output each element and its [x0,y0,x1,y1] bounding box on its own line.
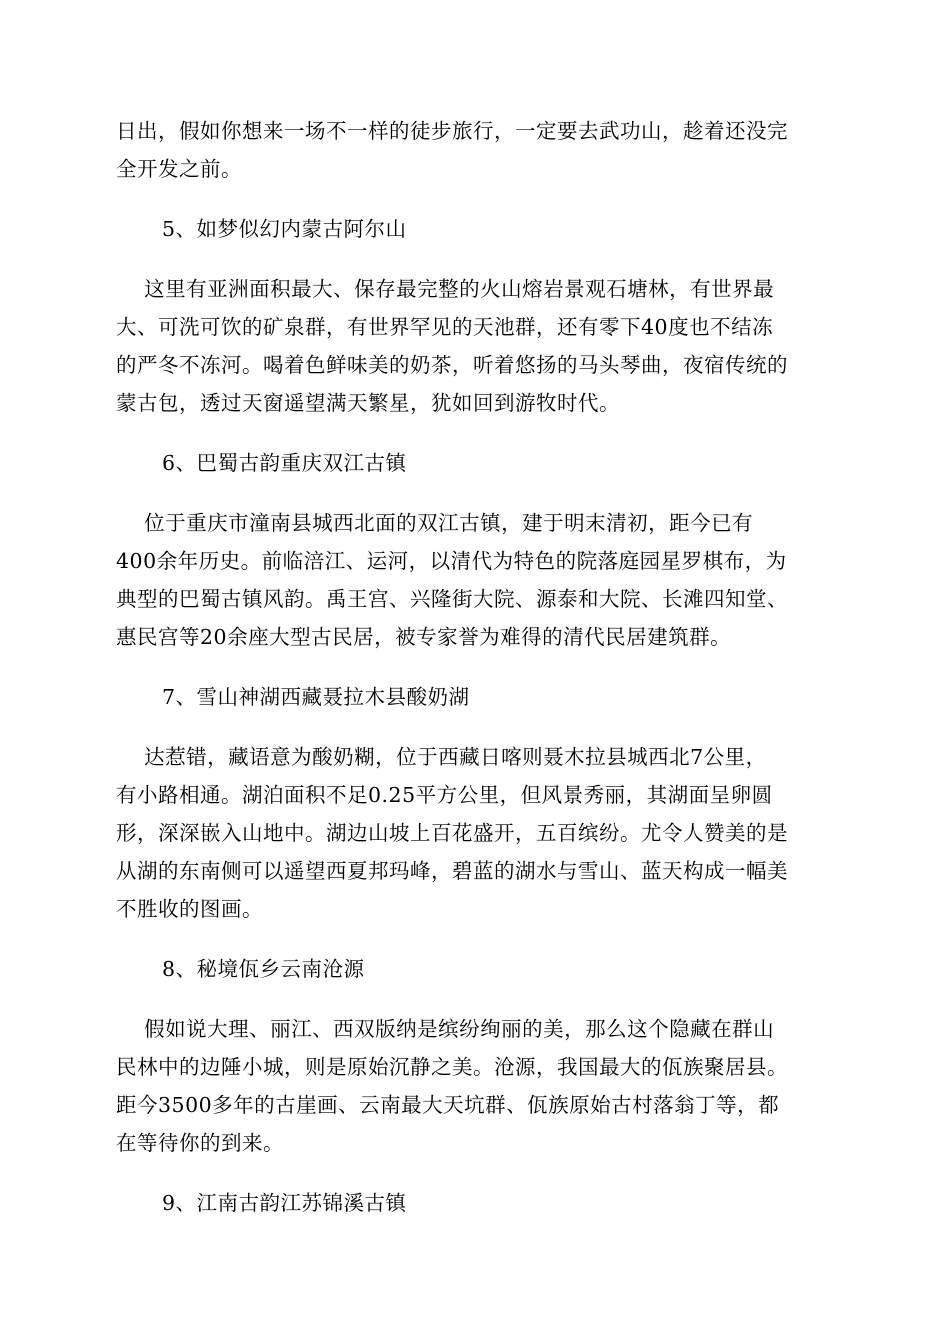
text-line: 假如说大理、丽江、西双版纳是缤纷绚丽的美，那么这个隐藏在群山 [116,1017,775,1041]
text-line: 从湖的东南侧可以遥望西夏邦玛峰，碧蓝的湖水与雪山、蓝天构成一幅美 [116,859,788,883]
text-line: 距今3500多年的古崖画、云南最大天坑群、佤族原始古村落翁丁等，都 [116,1093,780,1117]
text-line: 不胜收的图画。 [116,897,263,921]
text-line: 在等待你的到来。 [116,1131,284,1155]
text-line: 日出，假如你想来一场不一样的徒步旅行，一定要去武功山，趁着还没完 [116,119,788,143]
section-heading: 8、秘境佤乡云南沧源 [162,957,365,981]
paragraph [116,270,836,422]
text-line: 的严冬不冻河。喝着色鲜味美的奶茶，听着悠扬的马头琴曲，夜宿传统的 [116,353,788,377]
text-line: 形，深深嵌入山地中。湖边山坡上百花盛开，五百缤纷。尤令人赞美的是 [116,821,788,845]
text-line: 这里有亚洲面积最大、保存最完整的火山熔岩景观石塘林，有世界最 [116,277,775,301]
text-line: 有小路相通。湖泊面积不足0.25平方公里，但风景秀丽，其湖面呈卵圆 [116,783,773,807]
paragraph [116,504,836,656]
text-line: 大、可洗可饮的矿泉群，有世界罕见的天池群，还有零下40度也不结冻 [116,315,774,339]
document-page [116,112,836,1222]
section-heading: 7、雪山神湖西藏聂拉木县酸奶湖 [162,685,470,709]
text-line: 位于重庆市潼南县城西北面的双江古镇，建于明末清初，距今已有 [116,511,754,535]
paragraph [116,112,836,188]
text-line: 全开发之前。 [116,157,242,181]
paragraph [116,1010,836,1162]
paragraph [116,738,836,928]
section-heading: 9、江南古韵江苏锦溪古镇 [162,1191,407,1215]
text-line: 惠民宫等20余座大型古民居，被专家誉为难得的清代民居建筑群。 [116,625,732,649]
section-heading: 5、如梦似幻内蒙古阿尔山 [162,217,407,241]
text-line: 蒙古包，透过天窗遥望满天繁星，犹如回到游牧时代。 [116,391,620,415]
text-line: 民林中的边陲小城，则是原始沉静之美。沧源，我国最大的佤族聚居县。 [116,1055,788,1079]
section-heading: 6、巴蜀古韵重庆双江古镇 [162,451,407,475]
text-line: 达惹错，藏语意为酸奶糊，位于西藏日喀则聂木拉县城西北7公里， [116,745,767,769]
text-line: 典型的巴蜀古镇风韵。禹王宫、兴隆街大院、源泰和大院、长滩四知堂、 [116,587,788,611]
text-line: 400余年历史。前临涪江、运河，以清代为特色的院落庭园星罗棋布，为 [116,549,787,573]
